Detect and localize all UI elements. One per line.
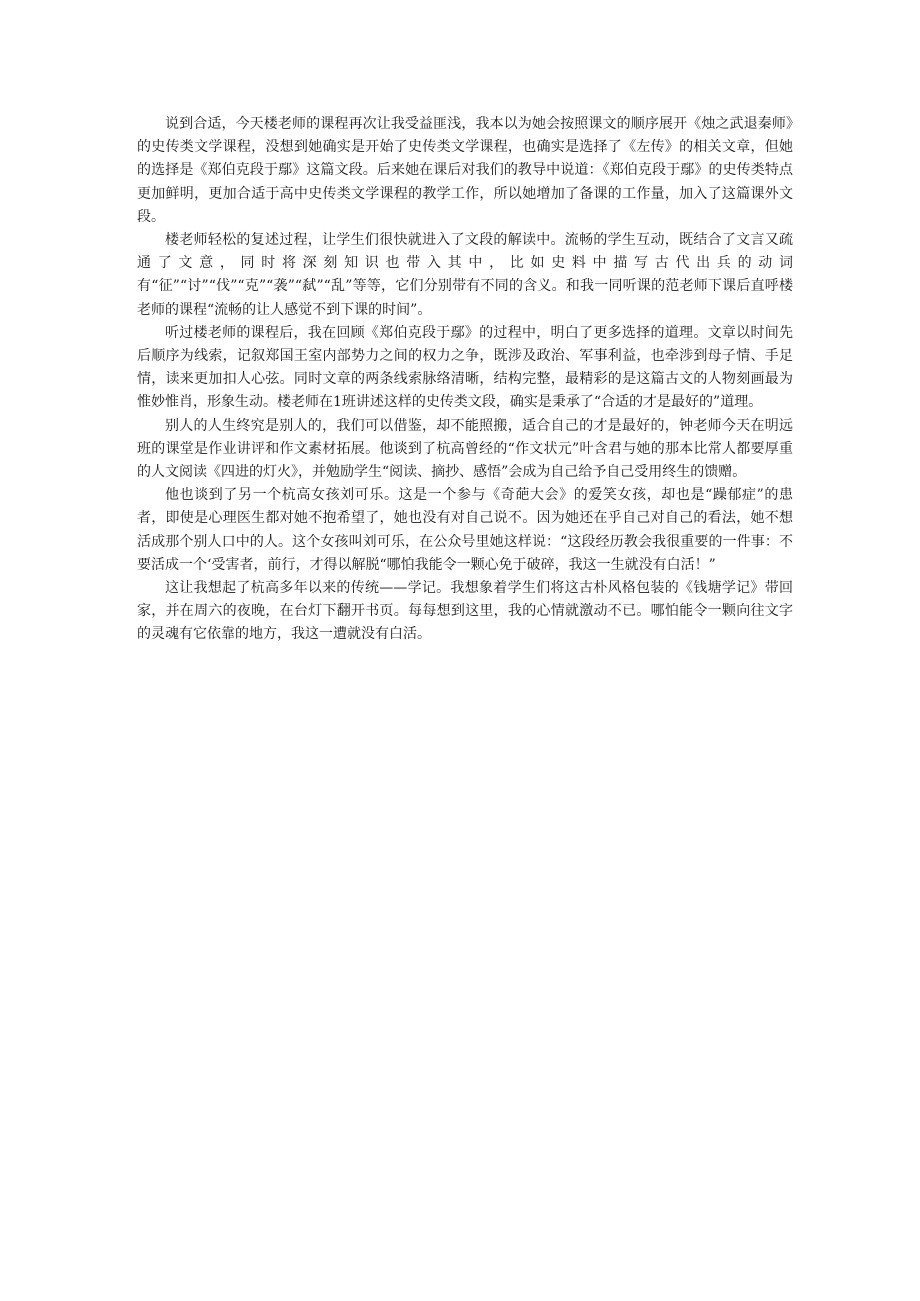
paragraph-3: 听过楼老师的课程后，我在回顾《郑伯克段于鄢》的过程中，明白了更多选择的道理。文章以时间先后顺序为线索，记叙郑国王室内部势力之间的权力之争，既涉及政治、军事利益，也牵涉到母子情、手足情，读来更加扣人心弦。同时文章的两条线索脉络清晰，结构完整，最精彩的是这篇古文的人物刻画最为惟妙惟肖，形象生动。楼老师在1班讲述这样的史传类文段，确实是秉承了“合适的才是最好的”道理。 xyxy=(137,324,793,411)
paragraph-4: 别人的人生终究是别人的，我们可以借鉴，却不能照搬，适合自己的才是最好的，钟老师今天在明远班的课堂是作业讲评和作文素材拓展。他谈到了杭高曾经的“作文状元”叶含君与她的那本比常人都要厚重的人文阅读《四进的灯火》，并勉励学生“阅读、摘抄、感悟”会成为自己给予自己受用终生的馈赠。 xyxy=(137,417,793,481)
paragraph-6: 这让我想起了杭高多年以来的传统——学记。我想象着学生们将这古朴风格包装的《钱塘学记》带回家，并在周六的夜晚，在台灯下翻开书页。每每想到这里，我的心情就激动不已。哪怕能令一颗向往文字的灵魂有它依靠的地方，我这一遭就没有白活。 xyxy=(137,580,793,643)
paragraph-5: 他也谈到了另一个杭高女孩刘可乐。这是一个参与《奇葩大会》的爱笑女孩，却也是“躁郁症”的患者，即使是心理医生都对她不抱希望了，她也没有对自己说不。因为她还在乎自己对自己的看法，她不想活成那个别人口中的人。这个女孩叫刘可乐，在公众号里她这样说：“这段经历教会我很重要的一件事：不要活成一个‘受害者，前行，才得以解脱“哪怕我能令一颗心免于破碎，我这一生就没有白活！” xyxy=(137,487,793,573)
paragraph-2: 楼老师轻松的复述过程，让学生们很快就进入了文段的解读中。流畅的学生互动，既结合了文言又疏通了文意，同时将深刻知识也带入其中，比如史料中描写古代出兵的动词有“征”“讨”“伐”“克”“袭”“弑”“乱”等等，它们分别带有不同的含义。和我一同听课的范老师下课后直呼楼老师的课程“流畅的让人感觉不到下课的时间”。 xyxy=(137,232,793,318)
paragraph-1: 说到合适，今天楼老师的课程再次让我受益匪浅，我本以为她会按照课文的顺序展开《烛之武退秦师》的史传类文学课程，没想到她确实是开始了史传类文学课程，也确实是选择了《左传》的相关文章，但她的选择是《郑伯克段于鄢》这篇文段。后来她在课后对我们的教导中说道：《郑伯克段于鄢》的史传类特点更加鲜明，更加合适于高中史传类文学课程的教学工作，所以她增加了备课的工作量，加入了这篇课外文段。 xyxy=(137,116,793,225)
document-page xyxy=(137,113,793,647)
